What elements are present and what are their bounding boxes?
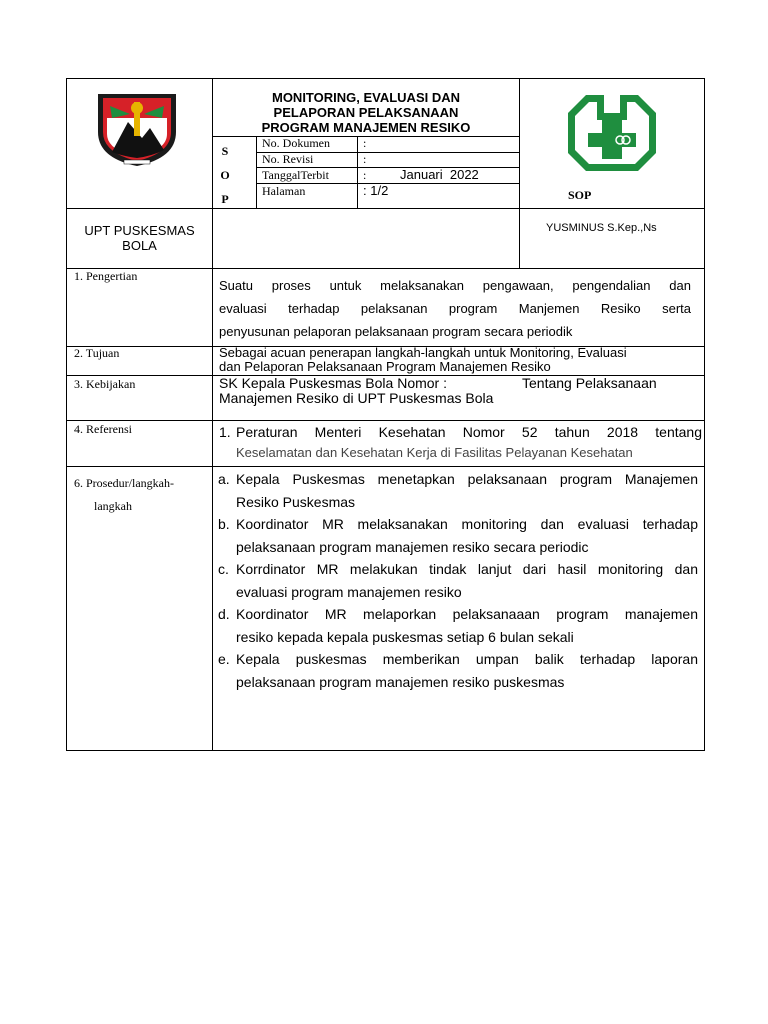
- item-line: Koordinator MR melaksanakan monitoring dan evaluasi terhadap: [236, 516, 698, 532]
- puskesmas-logo: [568, 93, 656, 173]
- item-marker: b.: [218, 516, 230, 532]
- doc-number-value: :: [363, 136, 367, 150]
- item-line: Korrdinator MR melakukan tindak lanjut dari hasil monitoring dan: [236, 561, 698, 577]
- item-line: Koordinator MR melaporkan pelaksanaaan program manajemen: [236, 606, 698, 622]
- item-marker: e.: [218, 651, 230, 667]
- sop-letter: S: [221, 144, 229, 158]
- issue-date-value: Januari 2022: [400, 167, 479, 182]
- item-marker: c.: [218, 561, 229, 577]
- issue-date-colon: :: [363, 168, 367, 182]
- tujuan-text: [219, 346, 699, 374]
- unit-name-line: BOLA: [122, 238, 157, 253]
- text-line: dan Pelaporan Pelaksanaan Program Manajemen Resiko: [219, 359, 551, 374]
- sop-letter: P: [221, 192, 229, 206]
- sop-label: SOP: [568, 188, 592, 202]
- revision-label: No. Revisi: [262, 152, 314, 166]
- regency-emblem-logo: [90, 88, 184, 168]
- referensi-line1: Peraturan Menteri Kesehatan Nomor 52 tahun 2018 tentang: [236, 424, 702, 440]
- item-line: Resiko Puskesmas: [236, 494, 356, 510]
- procedure-item-e: [218, 648, 698, 693]
- section-label-tujuan: 2. Tujuan: [74, 346, 120, 360]
- title-line: MONITORING, EVALUASI DAN: [271, 90, 461, 105]
- item-line: pelaksanaan program manajemen resiko secara periodic: [236, 539, 589, 555]
- label-line: 6. Prosedur/langkah-: [74, 476, 174, 490]
- issue-date-label: TanggalTerbit: [262, 168, 329, 182]
- item-marker: a.: [218, 471, 230, 487]
- procedure-item-c: [218, 558, 698, 603]
- revision-value: :: [363, 152, 367, 166]
- item-line: Kepala Puskesmas menetapkan pelaksanaan program Manajemen: [236, 471, 698, 487]
- item-line: Kepala puskesmas memberikan umpan balik terhadap laporan: [236, 651, 698, 667]
- kebijakan-line-right: Tentang Pelaksanaan: [522, 375, 657, 391]
- text-line: evaluasi terhadap pelaksanan program Manjemen Resiko serta: [219, 301, 691, 316]
- kebijakan-line-left: SK Kepala Puskesmas Bola Nomor :: [219, 375, 447, 391]
- section-label-referensi: 4. Referensi: [74, 422, 132, 436]
- referensi-line2: Keselamatan dan Kesehatan Kerja di Fasilitas Pelayanan Kesehatan: [236, 445, 633, 460]
- page-label: Halaman: [262, 184, 306, 198]
- sop-letter: O: [220, 168, 230, 182]
- text-line: Sebagai acuan penerapan langkah-langkah untuk Monitoring, Evaluasi: [219, 345, 627, 360]
- unit-name-line: UPT PUSKESMAS: [84, 223, 195, 238]
- kebijakan-line2: Manajemen Resiko di UPT Puskesmas Bola: [219, 390, 494, 406]
- pengertian-text: [219, 274, 691, 343]
- title-line: PROGRAM MANAJEMEN RESIKO: [261, 120, 471, 135]
- title-line: PELAPORAN PELAKSANAAN: [273, 105, 459, 120]
- text-line: Suatu proses untuk melaksanakan pengawaan, pengendalian dan: [219, 278, 691, 293]
- item-line: resiko kepada kepala puskesmas setiap 6 bulan sekali: [236, 629, 574, 645]
- document-title: [213, 90, 519, 135]
- doc-number-label: No. Dokumen: [262, 136, 330, 150]
- referensi-marker: 1.: [219, 424, 231, 440]
- item-line: pelaksanaan program manajemen resiko puskesmas: [236, 674, 565, 690]
- unit-name: [67, 223, 212, 253]
- signatory-name: YUSMINUS S.Kep.,Ns: [546, 222, 657, 234]
- procedure-item-b: [218, 513, 698, 558]
- item-line: evaluasi program manajemen resiko: [236, 584, 462, 600]
- procedure-list: [218, 468, 698, 693]
- text-line: penyusunan pelaporan pelaksanaan program secara periodik: [219, 324, 573, 339]
- section-label-kebijakan: 3. Kebijakan: [74, 377, 136, 391]
- item-marker: d.: [218, 606, 230, 622]
- section-label-pengertian: 1. Pengertian: [74, 269, 138, 283]
- label-line: langkah: [94, 499, 132, 513]
- section-label-prosedur: [74, 472, 174, 518]
- procedure-item-d: [218, 603, 698, 648]
- page-value: : 1/2: [363, 183, 389, 198]
- procedure-item-a: [218, 468, 698, 513]
